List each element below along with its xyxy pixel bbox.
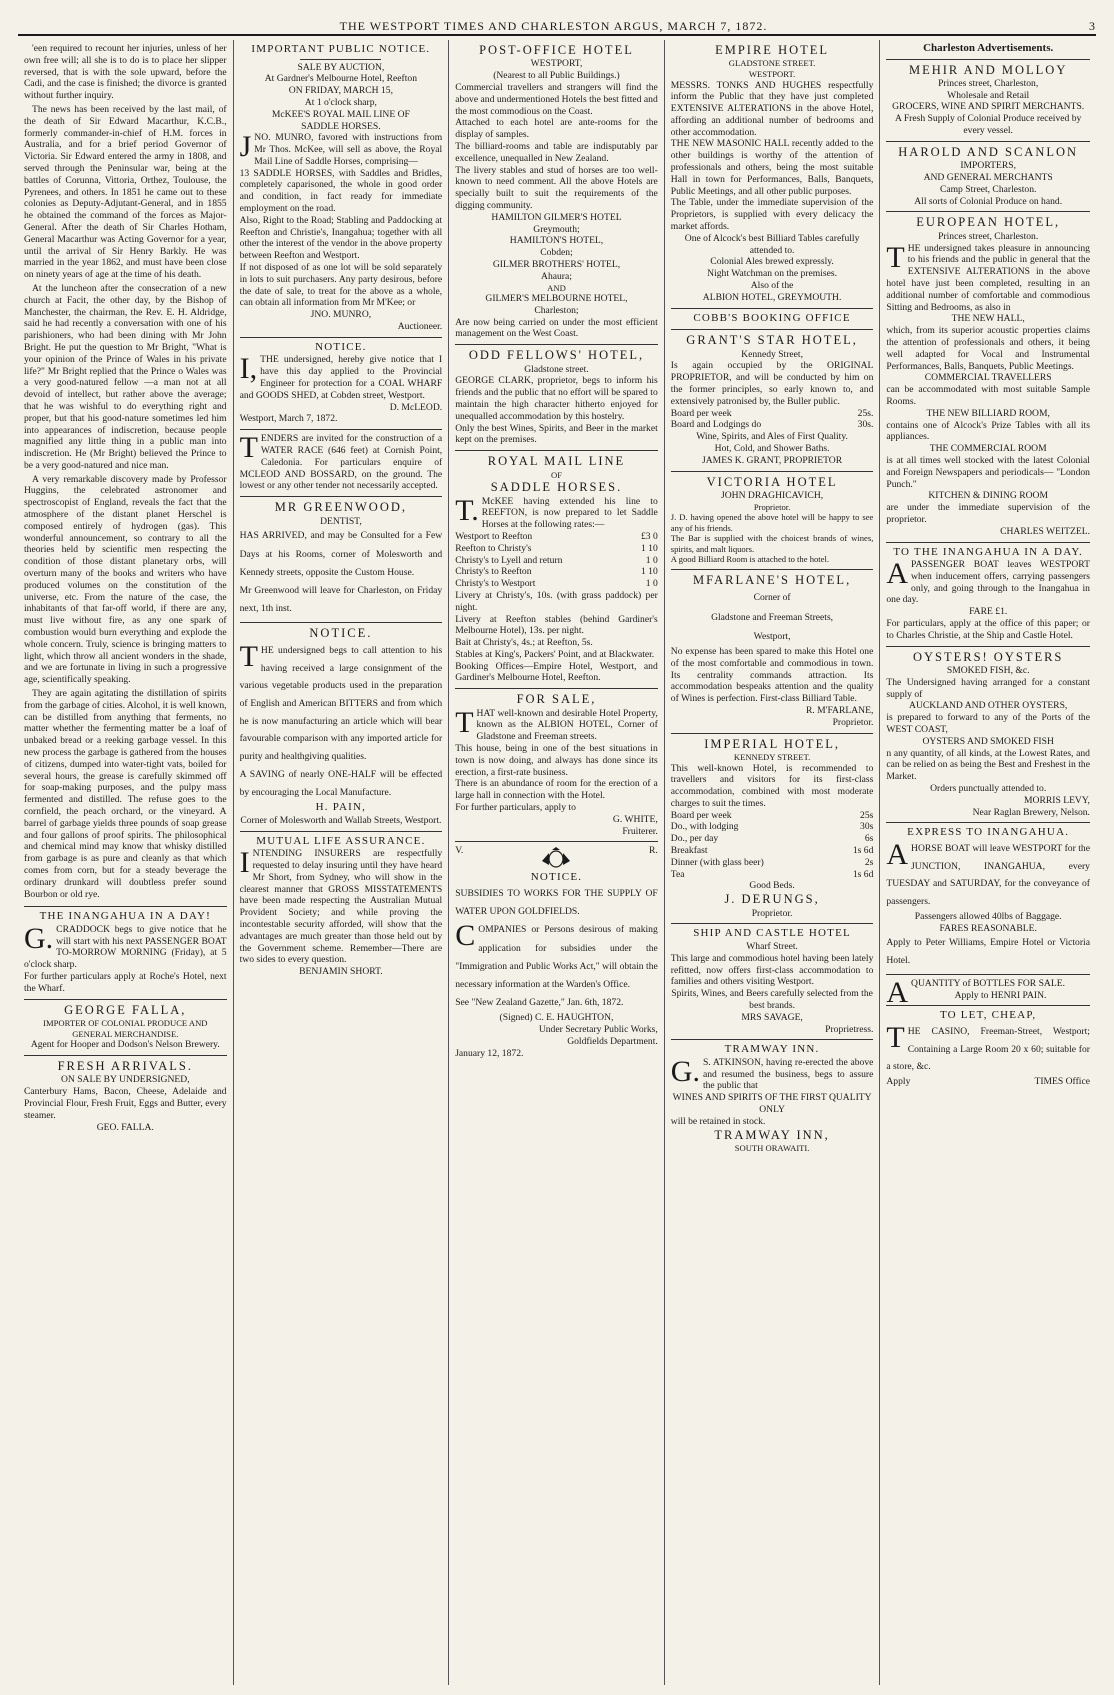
- ad-text: I,THE undersigned, hereby give notice that I have this day applied to the Provincial Engineer for protection for a COAL WHARF and GOODS SHED, at Cobden street, Westport.: [239, 352, 443, 401]
- ad-text: ON FRIDAY, MARCH 15,: [288, 85, 393, 97]
- ad-text: McKEE'S ROYAL MAIL LINE OF: [271, 108, 410, 120]
- news-paragraph: At the luncheon after the consecration of a new church at Facit, the other day, by the Bishop of Manchester, the chairman, the Rev. E. H. Aldridge, said he had recently a conversation with one of his parishioners, who had been dining with Mr John Bright. He put the question to Mr Bright, "What is your opinion of the Prince of Wales in his private life?" Mr Bright replied that the Prince o Wales was a very good-natured fellow —a man not at all devoid of intellect, but rather above the average; that he was wishful to do everything right and proper, but that his good-nature sometimes led him into appearances of indiscretion, because people magnified any little thing in a public man into indiscretion. He (Mr Bright) believed the Prince to be a very good-natured and nice man.: [24, 282, 227, 471]
- ad-harold-scanlon: [886, 142, 1090, 213]
- ad-text: Commercial travellers and strangers will find the above and undermentioned Hotels the best fitted and the most commodious on the Coast.: [455, 81, 658, 117]
- ad-text: Mr Greenwood will leave for Charleston, on Friday next, 1th inst.: [239, 584, 443, 615]
- ad-to-let: [886, 1006, 1090, 1092]
- ad-signature: CHARLES WEITZEL.: [1000, 525, 1090, 537]
- ad-text: n any quantity, of all kinds, at the Lowest Rates, and can be relied on as being the Best and Freshest in the Market.: [886, 747, 1090, 783]
- hotel-place: Greymouth;: [533, 223, 580, 235]
- ad-title: IMPERIAL HOTEL,: [704, 736, 840, 751]
- ad-text: A SAVING of nearly ONE-HALF will be effected by encouraging the Local Manufacture.: [239, 768, 443, 798]
- ad-subtitle: (Nearest to all Public Buildings.): [493, 70, 620, 82]
- ad-text: Agent for Hooper and Dodson's Nelson Brewery.: [30, 1039, 220, 1051]
- ad-signature: (Signed) C. E. HAUGHTON,: [499, 1012, 614, 1024]
- ad-text: contains one of Alcock's Prize Tables with all its appliances.: [886, 419, 1090, 443]
- ad-odd-fellows: [455, 345, 658, 451]
- ad-text: HAS ARRIVED, and may be Consulted for a Few Days at his Rooms, corner of Molesworth and Kennedy streets, opposite the Custom House.: [239, 530, 443, 578]
- column-1: [18, 40, 234, 1685]
- ad-address: Corner of Molesworth and Wallab Streets, Westport.: [240, 814, 442, 826]
- hotel-name: HAMILTON'S HOTEL,: [509, 235, 604, 247]
- ad-text: THE COMMERCIAL ROOM: [929, 443, 1047, 455]
- ad-fresh-arrivals: [24, 1056, 227, 1137]
- ad-subtitle: SMOKED FISH, &c.: [946, 665, 1030, 676]
- rate-row: Christy's to Lyell and return 1 0: [455, 554, 658, 566]
- ad-title: COBB'S BOOKING OFFICE: [693, 311, 851, 324]
- ad-role: Auctioneer.: [397, 321, 443, 333]
- ad-text: Good Beds.: [749, 880, 795, 892]
- ad-title: SHIP AND CASTLE HOTEL: [693, 927, 851, 940]
- ad-signature: JAMES K. GRANT, PROPRIETOR: [702, 454, 843, 466]
- rate-row: Do., per day 6s: [670, 833, 874, 845]
- ad-post-office-hotel: [455, 40, 658, 345]
- ad-text: At Gardner's Melbourne Hotel, Reefton: [264, 73, 418, 85]
- ad-role: Fruiterer.: [622, 825, 658, 837]
- ad-text: A good Billiard Room is attached to the hotel.: [670, 554, 830, 565]
- ad-text: are under the immediate supervision of the proprietor.: [886, 502, 1090, 525]
- ad-text: will be retained in stock.: [670, 1115, 766, 1127]
- column-5: [880, 40, 1096, 1685]
- ad-to-inangahua: [886, 543, 1090, 647]
- ad-mfarlanes-hotel: [671, 570, 874, 734]
- column-4: [665, 40, 881, 1685]
- ad-title: MFARLANE'S HOTEL,: [692, 573, 852, 588]
- rate-row: Dinner (with glass beer) 2s: [670, 856, 874, 868]
- ad-signature: J. DERUNGS,: [724, 892, 820, 907]
- ad-title: FRESH ARRIVALS.: [57, 1058, 193, 1073]
- ad-text: Gladstone and Freeman Streets,: [711, 611, 834, 623]
- ad-title: NOTICE.: [315, 340, 367, 353]
- ad-text: T.McKEE having extended his line to REEFTON, is now prepared to let Saddle Horses at the following rates:—: [455, 493, 658, 531]
- rate-row: Breakfast 1s 6d: [670, 845, 874, 857]
- ad-text: See "New Zealand Gazette," Jan. 6th, 1872.: [455, 997, 624, 1009]
- ad-date: January 12, 1872.: [455, 1047, 524, 1059]
- ad-text: The Bar is supplied with the choicest brands of wines, spirits, and malt liquors.: [670, 533, 874, 554]
- rate-row: Board per week 25s: [670, 809, 874, 821]
- ad-text: Apply to HENRI PAIN.: [954, 989, 1047, 1001]
- ad-notice-mcleod: [240, 338, 443, 430]
- masthead: [18, 14, 1096, 36]
- ad-signature: MORRIS LEVY,: [1024, 794, 1090, 806]
- ad-ship-and-castle: [671, 924, 874, 1040]
- ad-text: For particulars, apply at the office of this paper; or to Charles Christie, at the Ship and Castle Hotel.: [886, 618, 1090, 641]
- ad-subtitle: SADDLE HORSES.: [490, 480, 623, 495]
- ad-owner: JOHN DRAGHICAVICH,: [720, 489, 824, 501]
- ad-text: The billiard-rooms and table are indisputably par excellence, unequalled in New Zealand.: [455, 140, 658, 164]
- ad-title: OYSTERS! OYSTERS: [912, 649, 1064, 664]
- ad-tenders: [240, 430, 443, 497]
- ad-text: TENDERS are invited for the construction of a WATER RACE (646 feet) at Cornish Point, Caledonia. For particulars enquire of MCLEOD AND BOSSARD, on the ground. The lowest or any other tender not necessarily accepted.: [239, 431, 443, 492]
- ad-text: Are now being carried on under the most efficient management on the West Coast.: [455, 316, 658, 340]
- hotel-place: Cobden;: [540, 247, 573, 259]
- column-2: [234, 40, 450, 1685]
- ad-text: One of Alcock's best Billiard Tables carefully attended to.: [684, 232, 860, 256]
- news-paragraph: A very remarkable discovery made by Professor Huggins, the celebrated astronomer and spectroscopist of England, reveals the fact that the atmosphere of the distant planet Herschel is composed entirely of hydrogen (gas). This wonderful announcement, so contrary to all the theories held by scientific men respecting the condition of those distant planetary orbs, will overturn many of the books and writers who have produced volumes on the constitution of the universe, etc. From the nature of the case, the inhabitants of that far-off world, if there are any, must live without fire, as any one spark of combustion would burn everything and explode the whole concern. Truly, science is bringing matters to light, which throw all ancient wonders in the shade, and we are fortunate in living in such a progressive age, scientifically speaking.: [24, 473, 227, 686]
- ad-text: This house, being in one of the best situations in town is now doing, and always has done since its erection, a first-rate business.: [455, 743, 658, 778]
- ad-text: SADDLE HORSES.: [301, 120, 381, 132]
- ad-for-sale: [455, 689, 658, 842]
- ad-text: OYSTERS AND SMOKED FISH: [922, 735, 1054, 747]
- ad-title: TRAMWAY INN.: [724, 1043, 820, 1056]
- ad-text: J. D. having opened the above hotel will be happy to see any of his friends.: [670, 512, 874, 533]
- ad-text: THAT well-known and desirable Hotel Property, known as the ALBION HOTEL, Corner of Gladstone and Freeman streets.: [455, 705, 658, 743]
- rate-row: Board per week 25s.: [670, 407, 874, 419]
- rate-row: Christy's to Reefton 1 10: [455, 566, 658, 578]
- ad-text: KITCHEN & DINING ROOM: [928, 490, 1048, 502]
- ad-empire-hotel: [671, 40, 874, 309]
- ad-subtitle: KENNEDY STREET.: [733, 751, 811, 762]
- ad-text: THE undersigned takes pleasure in announcing to his friends and the public in general that the EXTENSIVE ALTERATIONS in the above hotel have just been completed, resulting in an additional number of comfortable and commodious Sitting and Bedrooms, as also in: [886, 240, 1090, 313]
- ad-address: Camp Street, Charleston.: [939, 183, 1037, 195]
- rate-row: Do., with lodging 30s: [670, 821, 874, 833]
- ad-subtitle: Gladstone street.: [524, 363, 589, 375]
- ad-notice-pain: [240, 623, 443, 831]
- ad-text: Hot, Cold, and Shower Baths.: [714, 442, 830, 454]
- ad-text: AND: [547, 282, 566, 293]
- ad-title: ROYAL MAIL LINE: [487, 454, 626, 469]
- ad-title: MR GREENWOOD,: [274, 500, 408, 515]
- ad-subtitle: IMPORTERS,: [960, 160, 1016, 172]
- ad-title: VICTORIA HOTEL: [706, 474, 838, 489]
- ad-text: Livery at Reefton stables (behind Gardiner's Melbourne Hotel), 13s. per night.: [455, 613, 658, 637]
- ad-text: Bait at Christy's, 4s.; at Reefton, 5s.: [455, 637, 593, 649]
- ad-text: ALBION HOTEL, GREYMOUTH.: [702, 291, 842, 303]
- ad-mehir-molloy: [886, 60, 1090, 142]
- ad-text: The livery stables and stud of horses are too well-known to need comment. All the above Hotels are specially built to suit the requirements of the digging community.: [455, 164, 658, 211]
- news-paragraph: They are again agitating the distillation of spirits from the garbage of cities. Alcohol, it is well known, can be distilled from anything that ferments, no matter whether the fermenting matter be a loaf of unbaked bread or a reeking garbage vessel. In this new process the garbage is gathered from the houses of citizens, dumped into water-tight vats, boiled for several hours, the grease is carefully skimmed off for soap-making purposes, and the pulpy mass fermented and distilled. The refuse goes to the cornfield, the peach orchard, or the vineyard. A barrel of garbage yields three pounds of soap grease and four gallons of proof spirits. The philosophical and chemical mind may know that whisky distilled from garbage is as pure and cleanly as that which comes from corn, but for a steady beverage the ordinary drunkard will doubtless prefer sound Bourbon or old rye.: [24, 688, 227, 900]
- ad-text: APASSENGER BOAT leaves WESTPORT when inducement offers, carrying passengers only, and going through to the Inangahua in one day.: [886, 557, 1090, 606]
- ad-place: SOUTH ORAWAITI.: [734, 1143, 810, 1153]
- ad-signature: R. M'FARLANE,: [805, 704, 874, 716]
- ad-mutual-life: [240, 832, 443, 982]
- newspaper-title: THE WESTPORT TIMES AND CHARLESTON ARGUS, MARCH 7, 1872.: [339, 19, 768, 33]
- hotel-name: HAMILTON GILMER'S HOTEL: [491, 211, 622, 223]
- ad-subtitle: DENTIST,: [320, 515, 362, 527]
- ad-text: MESSRS. TONKS AND HUGHES respectfully inform the Public that they have just completed EXTENSIVE ALTERATIONS in the above Hotel, affording an additional number of bedrooms and other accommodation.: [670, 79, 874, 138]
- ad-text: INTENDING INSURERS are respectfully requested to delay insuring until they have heard Mr Short, from Sydney, who will show in the clearest manner that GROSS MISSTATEMENTS have been made respecting the Australian Mutual Provident Society; and while proving the incontestable security afforded, will show that the advantages are much greater than those held out by the Government scheme. Remember—There are two sides to every question.: [239, 846, 443, 966]
- ad-role: Proprietor.: [832, 716, 874, 728]
- ad-text: Also, Right to the Road; Stabling and Paddocking at Reefton and Christie's, Inangahua; together with all other the interest of the vendor in the above property between Reefton and Westport.: [239, 214, 443, 262]
- ad-role: Under Secretary Public Works,: [538, 1024, 658, 1036]
- ad-text: Stables at King's, Packers' Point, and at Blackwater.: [455, 648, 655, 660]
- news-items: [24, 40, 227, 907]
- ad-text: G.CRADDOCK begs to give notice that he will start with his next PASSENGER BOAT TO-MORROW MORNING (Friday), at 5 o'clock sharp.: [24, 921, 227, 971]
- ad-text: JNO. MUNRO, favored with instructions from Mr Thos. McKee, will sell as above, the Royal Mail Line of Saddle Horses, comprising—: [239, 130, 443, 167]
- ad-text: COMPANIES or Persons desirous of making application for subsidies under the "Immigration and Public Works Act," will obtain the necessary information at the Warden's Office.: [455, 919, 658, 991]
- ad-tramway-inn: [671, 1040, 874, 1157]
- ad-text: can be accommodated with most suitable Sample Rooms.: [886, 384, 1090, 407]
- ad-role: Proprietor.: [753, 501, 791, 512]
- ad-signature: D. McLEOD.: [389, 401, 443, 413]
- ad-role: Proprietor.: [751, 907, 793, 919]
- ad-text: Livery at Christy's, 10s. (with grass paddock) per night.: [455, 589, 658, 613]
- ad-title: POST-OFFICE HOTEL: [479, 43, 634, 57]
- ad-subtitle: Kennedy Street,: [741, 348, 803, 360]
- rate-row: Christy's to Westport 1 0: [455, 578, 658, 590]
- ad-title: GEORGE FALLA,: [64, 1002, 187, 1017]
- ad-express-inangahua: [886, 823, 1090, 975]
- ad-text: For further particulars apply at Roche's Hotel, next the Wharf.: [24, 971, 227, 994]
- ad-auction: [240, 40, 443, 338]
- ad-title: HAROLD AND SCANLON: [898, 144, 1079, 159]
- ad-text: Westport,: [753, 630, 791, 642]
- rate-row: Reefton to Christy's 1 10: [455, 542, 658, 554]
- ad-text: A Fresh Supply of Colonial Produce received by every vessel.: [895, 113, 1082, 137]
- ad-signature: BENJAMIN SHORT.: [299, 966, 383, 978]
- ad-grants-star-hotel: [671, 330, 874, 471]
- ad-subtitle: IMPORTER OF COLONIAL PRODUCE AND GENERAL MERCHANDISE.: [43, 1018, 208, 1039]
- hotel-place: Ahaura;: [541, 270, 572, 282]
- ad-title: FOR SALE,: [516, 692, 597, 707]
- ad-text: Spirits, Wines, and Beers carefully selected from the best brands.: [671, 988, 873, 1011]
- vr-header: [455, 845, 658, 871]
- ad-signature: G. WHITE,: [612, 813, 658, 825]
- ad-text: is at all times well stocked with the latest Colonial and Foreign Newspapers and periodicals— "London Punch.": [886, 454, 1090, 490]
- ad-text: which, from its superior acoustic properties claims the attention of professionals and others, it being well adapted for Vocal and Instrumental Performances, Balls, Banquets, Public Meetings.: [886, 325, 1090, 372]
- columns: [18, 40, 1096, 1685]
- ad-title: NOTICE.: [530, 871, 583, 884]
- ad-title: TRAMWAY INN,: [714, 1127, 830, 1142]
- ad-footer: [886, 1076, 1090, 1088]
- ad-signature: MRS SAVAGE,: [741, 1011, 803, 1023]
- ad-text: COMMERCIAL TRAVELLERS: [924, 372, 1052, 384]
- ad-text: Wine, Spirits, and Ales of First Quality.: [696, 431, 848, 443]
- ad-text: GEORGE CLARK, proprietor, begs to inform his friends and the public that no effort will be spared to maintain the high character hitherto enjoyed for unequalled accommodation by this hostelry.: [455, 375, 658, 422]
- ad-text: Is again occupied by the ORIGINAL PROPRIETOR, and will be conducted by him on the former principles, so early known to, and extensively patronised by, the Buller public.: [670, 360, 874, 407]
- ad-title: ODD FELLOWS' HOTEL,: [468, 348, 645, 363]
- ad-text: Attached to each hotel are ante-rooms for the display of samples.: [455, 117, 658, 141]
- ad-text: THE undersigned begs to call attention to his having received a large consignment of the various vegetable products used in the preparation of English and American BITTERS and from which he is now manufacturing an article which will bear favourable comparison with any imported article for purity and healthgiving qualities.: [239, 639, 443, 763]
- ad-victoria-hotel: [671, 472, 874, 571]
- ad-title: EXPRESS TO INANGAHUA.: [907, 826, 1070, 839]
- ad-text: For further particulars, apply to: [455, 802, 576, 814]
- ad-text: Booking Offices—Empire Hotel, Westport, and Gardiner's Melbourne Hotel, Reefton.: [455, 660, 658, 684]
- ad-subtitle: GLADSTONE STREET.: [728, 58, 816, 69]
- ad-text: FARES REASONABLE.: [939, 922, 1037, 934]
- ad-text: Canterbury Hams, Bacon, Cheese, Adelaide and Provincial Flour, Fresh Fruit, Eggs and Butter, every steamer.: [24, 1086, 227, 1121]
- ad-text: All sorts of Colonial Produce on hand.: [914, 195, 1063, 207]
- ad-royal-mail: [455, 451, 658, 689]
- ad-title: EUROPEAN HOTEL,: [916, 215, 1061, 230]
- ad-title: IMPORTANT PUBLIC NOTICE.: [251, 43, 431, 55]
- ad-title: MEHIR AND MOLLOY: [908, 62, 1068, 77]
- ad-text: There is an abundance of room for the erection of a large hall in connection with the Hotel.: [455, 778, 658, 802]
- ad-text: Passengers allowed 40lbs of Baggage.: [914, 910, 1062, 922]
- ad-text: Colonial Ales brewed expressly.: [710, 256, 834, 268]
- ad-text: THE NEW HALL,: [951, 313, 1025, 325]
- ad-subtitle: ON SALE BY UNDERSIGNED,: [60, 1074, 190, 1086]
- ad-text: AND GENERAL MERCHANTS: [923, 172, 1053, 184]
- ad-role: Goldfields Department.: [567, 1036, 658, 1048]
- ad-text: No expense has been spared to make this Hotel one of the most comfortable and commodious in town. Its centrality commands attraction. Its accommodation bespeaks attention and the quality of Wines is perfection. First-class Billiard Table.: [670, 645, 874, 705]
- ad-text: SUBSIDIES TO WORKS FOR THE SUPPLY OF WATER UPON GOLDFIELDS.: [455, 887, 658, 918]
- hotel-name: GILMER'S MELBOURNE HOTEL,: [485, 293, 628, 305]
- ad-text: At 1 o'clock sharp,: [304, 96, 377, 108]
- royal-crest-icon: [536, 847, 576, 869]
- ad-text: The Undersigned having arranged for a constant supply of: [886, 676, 1090, 700]
- ad-address: Princes street, Charleston.: [938, 230, 1039, 242]
- ad-place: WESTPORT.: [748, 68, 796, 79]
- hotel-name: GILMER BROTHERS' HOTEL,: [492, 258, 621, 270]
- ad-signature: H. PAIN,: [315, 801, 367, 814]
- ad-imperial-hotel: [671, 734, 874, 925]
- ad-text: GROCERS, WINE AND SPIRIT MERCHANTS.: [892, 101, 1085, 113]
- ad-role: Proprietress.: [825, 1023, 874, 1035]
- r-letter: R.: [648, 845, 658, 857]
- v-letter: V.: [455, 845, 464, 857]
- ad-title: EMPIRE HOTEL: [715, 43, 830, 57]
- ad-title: NOTICE.: [309, 626, 373, 641]
- ad-text: AUCKLAND AND OTHER OYSTERS,: [909, 700, 1068, 712]
- ad-text: Only the best Wines, Spirits, and Beer in the market kept on the premises.: [455, 422, 658, 446]
- ad-title: TO LET, CHEAP,: [939, 1009, 1037, 1022]
- ad-cobbs: [671, 309, 874, 331]
- ad-bottles: [886, 975, 1090, 1007]
- page-number: 3: [1089, 19, 1096, 33]
- ad-text: This well-known Hotel, is recommended to travellers and visitors for its first-class accommodation, combined with most moderate charges to suit the times.: [670, 762, 874, 809]
- ad-text: Orders punctually attended to.: [930, 782, 1047, 794]
- ad-title: GRANT'S STAR HOTEL,: [686, 333, 858, 348]
- ad-address: Near Raglan Brewery, Nelson.: [972, 806, 1090, 818]
- ad-text: SALE BY AUCTION,: [297, 61, 385, 73]
- ad-text: is prepared to forward to any of the Ports of the WEST COAST,: [886, 712, 1090, 735]
- office-label: TIMES Office: [1034, 1076, 1090, 1088]
- ad-text: G.S. ATKINSON, having re-erected the above and resumed the business, begs to assure the public that: [670, 1054, 874, 1092]
- ad-text: Corner of: [753, 592, 791, 604]
- ad-text: WINES AND SPIRITS OF THE FIRST QUALITY ONLY: [672, 1092, 872, 1116]
- ad-text: This large and commodious hotel having been lately refitted, now offers first-class accommodation to families and others visiting Westport.: [670, 952, 874, 988]
- ad-text: AQUANTITY of BOTTLES FOR SALE.: [886, 975, 1065, 1009]
- rate-row: Westport to Reefton £3 0: [455, 530, 658, 542]
- ad-subtitle: Wharf Street.: [746, 940, 798, 952]
- ad-text: OF: [550, 469, 562, 480]
- ad-text: FARE £1.: [969, 606, 1008, 618]
- news-paragraph: The news has been received by the last mail, of the death of Sir Edward Macarthur, K.C.B., formerly commander-in-chief of H.M. forces in Australia, and for a brief period Governor of Victoria. Sir Edward entered the army in 1808, and served through the Peninsular war, being at the battles of Corunna, Vittoria, Orthez, Toulouse, the Pyrenees, and others. In 1851 he came out to these colonies as Deputy-Adjutant-General, and in 1855 he obtained the command of the forces as Major-General. After the death of Sir Charles Hotham, General Macarthur was Acting Governor for a year, until the arrival of Sir Henry Barkly. He was married in the year 1862, and must have been close on ninety years of age at the time of his death.: [24, 103, 227, 281]
- ad-text: Also of the: [750, 280, 794, 292]
- ad-text: If not disposed of as one lot will be sold separately in lots to suit purchasers. Any party desirous, before the date of sale, to treat for the above as a whole, can obtain all information from Mr M'Kee; or: [239, 262, 443, 309]
- ad-text: The Table, under the immediate supervision of the Proprietors, is supplied with every delicacy the market affords.: [670, 197, 874, 233]
- ad-signature: JNO. MUNRO,: [310, 309, 372, 321]
- column-3: [449, 40, 665, 1685]
- rate-row: Tea 1s 6d: [670, 868, 874, 880]
- ad-signature: GEO. FALLA.: [96, 1121, 154, 1133]
- ad-text: THE CASINO, Freeman-Street, Westport; Containing a Large Room 20 x 60; suitable for a store, &c.: [886, 1020, 1090, 1073]
- section-title: Charleston Advertisements.: [886, 40, 1090, 60]
- rate-row: Board and Lodgings do 30s.: [670, 419, 874, 431]
- ad-text: Night Watchman on the premises.: [707, 268, 838, 280]
- ad-address: Princes street, Charleston,: [938, 77, 1039, 89]
- ad-text: THE NEW MASONIC HALL recently added to the other buildings is worthy of the attention of professionals and others, being the most suitable Hall in town for Performances, Balls, Banquets, Public Meetings, and all other public purposes.: [670, 138, 874, 197]
- ad-place: Westport, March 7, 1872.: [239, 413, 338, 425]
- hotel-place: Charleston;: [534, 304, 579, 316]
- ad-text: THE NEW BILLIARD ROOM,: [926, 407, 1050, 419]
- news-paragraph: 'een required to recount her injuries, unless of her own free will; all she is to do is to place her slipper reversed, that is with the sole upward, before the Cadi, and the case is finished; the divorce is granted without further inquiry.: [24, 43, 227, 102]
- ad-title: TO THE INANGAHUA IN A DAY.: [893, 545, 1084, 558]
- apply-label: Apply: [886, 1076, 911, 1088]
- ad-european-hotel: [886, 212, 1090, 542]
- ad-title: MUTUAL LIFE ASSURANCE.: [256, 834, 426, 847]
- ad-text: 13 SADDLE HORSES, with Saddles and Bridles, completely caparisoned, the whole in good order and condition, in fact ready for immediate employment on the road.: [239, 167, 443, 215]
- ad-george-falla: [24, 1000, 227, 1056]
- ad-notice-subsidies: [455, 842, 658, 1063]
- ad-text: Apply to Peter Williams, Empire Hotel or Victoria Hotel.: [886, 937, 1090, 967]
- ad-oysters: [886, 647, 1090, 824]
- ad-text: AHORSE BOAT will leave WESTPORT for the JUNCTION, INANGAHUA, every TUESDAY and SATURDAY, for the conveyance of passengers.: [886, 837, 1090, 908]
- ad-place: WESTPORT,: [530, 58, 583, 70]
- ad-subtitle: Wholesale and Retail: [947, 89, 1030, 101]
- ad-inangahua-craddock: [24, 907, 227, 999]
- ad-title: THE INANGAHUA IN A DAY!: [39, 910, 211, 923]
- ad-dentist: [240, 497, 443, 623]
